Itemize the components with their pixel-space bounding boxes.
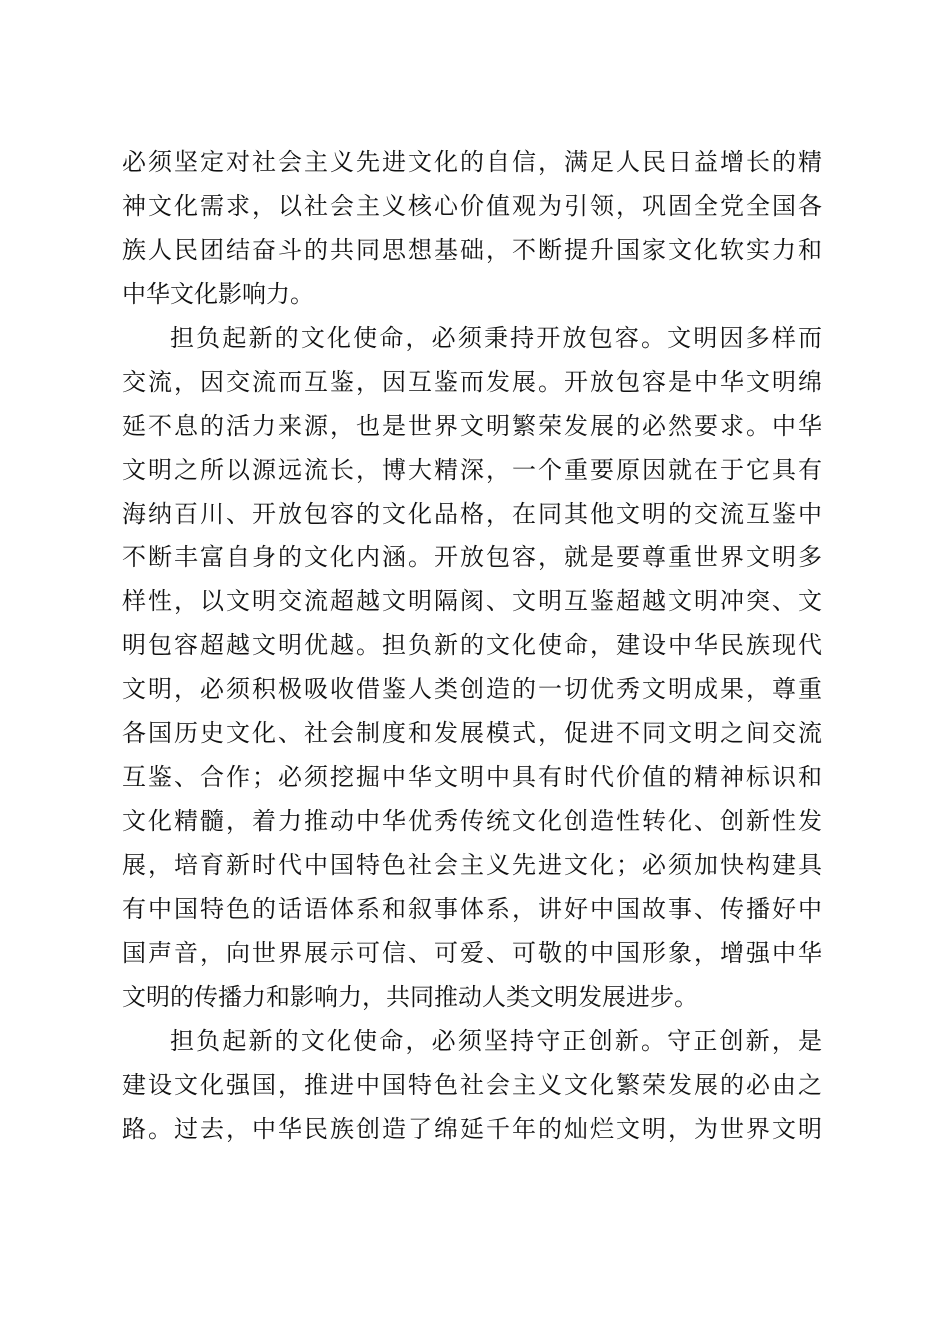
text-line: 各国历史文化、社会制度和发展模式，促进不同文明之间交流 — [122, 719, 822, 748]
text-line: 建设文化强国，推进中国特色社会主义文化繁荣发展的必由之 — [122, 1070, 822, 1099]
text-line: 文明之所以源远流长，博大精深，一个重要原因就在于它具有 — [122, 455, 822, 484]
text-line: 明包容超越文明优越。担负新的文化使命，建设中华民族现代 — [122, 631, 822, 660]
text-line: 样性，以文明交流超越文明隔阂、文明互鉴超越文明冲突、文 — [122, 587, 822, 616]
text-line: 互鉴、合作；必须挖掘中华文明中具有时代价值的精神标识和 — [122, 763, 822, 792]
text-line: 路。过去，中华民族创造了绵延千年的灿烂文明，为世界文明 — [122, 1114, 822, 1143]
text-line: 文明的传播力和影响力，共同推动人类文明发展进步。 — [122, 982, 698, 1011]
text-line: 神文化需求，以社会主义核心价值观为引领，巩固全党全国各 — [122, 191, 822, 220]
text-line: 中华文化影响力。 — [122, 279, 314, 308]
paragraph — [122, 317, 822, 1020]
text-line: 族人民团结奋斗的共同思想基础，不断提升国家文化软实力和 — [122, 235, 822, 264]
text-line: 担负起新的文化使命，必须秉持开放包容。文明因多样而 — [170, 323, 822, 352]
paragraph — [122, 141, 822, 317]
document-body — [122, 141, 822, 1152]
text-line: 展，培育新时代中国特色社会主义先进文化；必须加快构建具 — [122, 851, 822, 879]
text-line: 有中国特色的话语体系和叙事体系，讲好中国故事、传播好中 — [122, 894, 822, 923]
text-line: 不断丰富自身的文化内涵。开放包容，就是要尊重世界文明多 — [122, 543, 822, 572]
text-line: 海纳百川、开放包容的文化品格，在同其他文明的交流互鉴中 — [122, 499, 822, 528]
text-line: 文化精髓，着力推动中华优秀传统文化创造性转化、创新性发 — [122, 807, 822, 836]
text-line: 交流，因交流而互鉴，因互鉴而发展。开放包容是中华文明绵 — [122, 367, 822, 396]
text-line: 延不息的活力来源，也是世界文明繁荣发展的必然要求。中华 — [122, 411, 822, 440]
paragraph — [122, 1020, 822, 1152]
text-line: 担负起新的文化使命，必须坚持守正创新。守正创新，是 — [170, 1026, 822, 1055]
text-line: 文明，必须积极吸收借鉴人类创造的一切优秀文明成果，尊重 — [122, 675, 822, 704]
text-line: 国声音，向世界展示可信、可爱、可敬的中国形象，增强中华 — [122, 938, 822, 967]
text-line: 必须坚定对社会主义先进文化的自信，满足人民日益增长的精 — [122, 148, 822, 176]
